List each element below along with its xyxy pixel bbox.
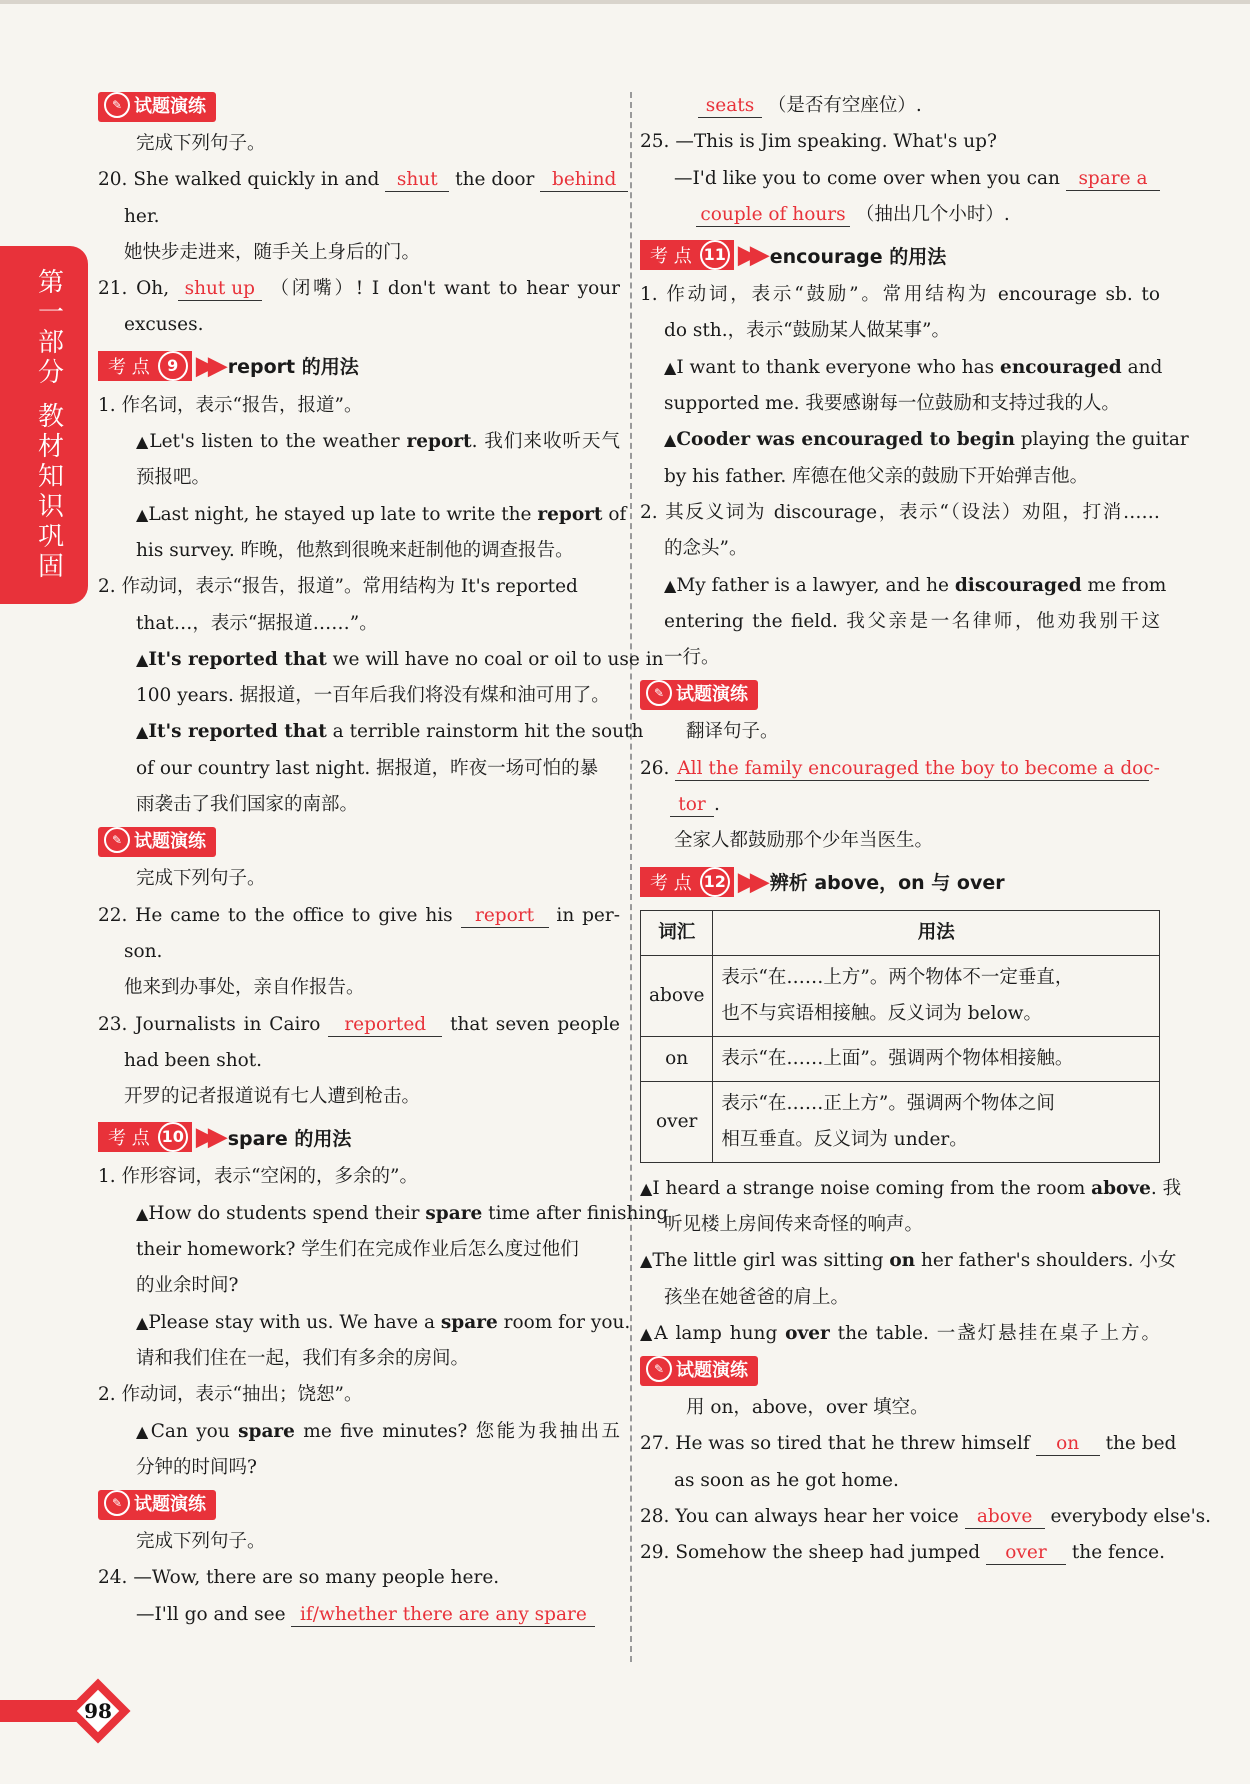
translation: 开罗的记者报道说有七人遭到枪击。 [124, 1086, 421, 1108]
instruction: 完成下列句子。 [136, 133, 266, 154]
practice-badge: ✎ 试题演练 [98, 1490, 216, 1520]
side-tab [0, 246, 88, 604]
question-29: 29. Somehow the sheep had jumped over the fence. [640, 1542, 1165, 1564]
answer-blank: report [461, 905, 549, 928]
double-arrow-icon: ▶▶ [737, 240, 762, 271]
top-border [0, 0, 1250, 4]
practice-badge: ✎ 试题演练 [640, 680, 758, 710]
usage-table [640, 910, 1160, 1163]
answer-blank: tor [670, 794, 714, 817]
example: ▲My father is a lawyer, and he discouraged me from [664, 574, 1167, 596]
page-number: 98 [84, 1699, 112, 1723]
question-27: 27. He was so tired that he threw himself on the bed [640, 1433, 1177, 1455]
pencil-icon: ✎ [104, 92, 130, 118]
page-number-marker [0, 1680, 150, 1740]
double-arrow-icon: ▶▶ [195, 350, 220, 381]
instruction: 翻译句子。 [686, 721, 779, 743]
practice-badge: ✎ 试题演练 [640, 1356, 758, 1386]
right-column: seats （是否有空座位）. 25. —This is Jim speaking. What's up? —I'd like you to come over when you can spare a couple of hours （抽出几个小时）. 考 点 11 ▶▶ encourage 的用法 1. 作动词，表示“鼓励”。常用结构为 encourage sb. to do sth.，表示“鼓励某人做某事”。 ▲I want to thank everyone who has encouraged and supported me. 我要感谢每一位鼓励和支持过我的人。 ▲Cooder was encouraged to begin playing the guitar by his father. 库德在他父亲的鼓励下开始弹吉他。 2. 其反义词为 discourage，表示“（设法）劝阻，打消…… 的念头”。 ▲My father is a lawyer, and he discouraged me from entering the field. 我父亲是一名律师，他劝我别干这 一行。 ✎ 试题演练 翻译句子。 26. All the family encouraged the boy to become a doc- tor . 全家人都鼓励那个少年当医生。 考 点 12 ▶▶ 辨析 above，on 与 over 词汇 用法 above 表示“在……上方”。两个物体不一定垂直， 也不与宾语相接触。反义词为 below。 on 表示“在……上面”。强调两个物体相接触。 over 表示“在……正上方”。强调两个物体之间 相互垂直。反义词为 under。 ▲I heard a strange noise coming from the room above. 我 听见楼上房间传来奇怪的响声。 ▲The little girl was sitting on her father's shoulders. 小女 孩坐在她爸爸的肩上。 ▲A lamp hung over the table. 一盏灯悬挂在桌子上方。 ✎ 试题演练 用 on，above，over 填空。 27. He was so tired that he threw himself on the bed as soon as he got home. 28. You can always hear her voice above everybody else's. 29. Somehow the sheep had jumped over the fence. [640, 88, 1160, 1572]
answer-blank: spare a [1066, 168, 1160, 191]
side-tab-part: 第一部分 [38, 268, 65, 388]
example: ▲How do students spend their spare time after finishing [136, 1202, 669, 1224]
question-22: 22. He came to the office to give his report in per- [98, 904, 620, 926]
question-20: 20. She walked quickly in and shut the door behind [98, 162, 620, 198]
example: ▲A lamp hung over the table. 一盏灯悬挂在桌子上方。 [640, 1322, 1161, 1344]
left-column: ✎ 试题演练 完成下列句子。 20. She walked quickly in and shut the door behind her. 她快步走进来，随手关上身后的门。 21. Oh, shut up （闭嘴）! I don't want to hear your excuses. 考 点 9 ▶▶ report 的用法 1. 作名词，表示“报告，报道”。 ▲Let's listen to the weather report. 我们来收听天气 预报吧。 ▲Last night, he stayed up late to write the report of his survey. 昨晚，他熬到很晚来赶制他的调查报告。 2. 作动词，表示“报告，报道”。常用结构为 It's reported that…，表示“据报道……”。 ▲It's reported that we will have no coal or oil to use in 100 years. 据报道，一百年后我们将没有煤和油可用了。 ▲It's reported that a terrible rainstorm hit the south of our country last night. 据报道，昨夜一场可怕的暴 雨袭击了我们国家的南部。 ✎ 试题演练 完成下列句子。 22. He came to the office to give his report in per- son. 他来到办事处，亲自作报告。 23. Journalists in Cairo reported that seven people had been shot. 开罗的记者报道说有七人遭到枪击。 考 点 10 ▶▶ spare 的用法 1. 作形容词，表示“空闲的，多余的”。 ▲How do students spend their spare time after finishing their homework? 学生们在完成作业后怎么度过他们 的业余时间? ▲Please stay with us. We have a spare room for you. 请和我们住在一起，我们有多余的房间。 2. 作动词，表示“抽出；饶恕”。 ▲Can you spare me five minutes? 您能为我抽出五 分钟的时间吗? ✎ 试题演练 完成下列句子。 24. —Wow, there are so many people here. —I'll go and see if/whether there are any spare [98, 88, 620, 1633]
translation: 她快步走进来，随手关上身后的门。 [124, 241, 421, 263]
column-divider [630, 92, 632, 1662]
question-24: 24. —Wow, there are so many people here. [98, 1567, 500, 1589]
answer-blank: couple of hours [696, 204, 850, 227]
pencil-icon: ✎ [104, 1490, 130, 1516]
instruction: 用 on，above，over 填空。 [686, 1397, 929, 1419]
answer-blank: behind [540, 169, 628, 192]
answer-blank: seats [698, 95, 762, 118]
instruction: 完成下列句子。 [136, 1531, 266, 1553]
table-header: 词汇 [641, 910, 713, 955]
table-row: above 表示“在……上方”。两个物体不一定垂直， 也不与宾语相接触。反义词为 below。 [641, 955, 1160, 1036]
example: ▲It's reported that a terrible rainstorm hit the south [136, 721, 644, 743]
table-row: over 表示“在……正上方”。强调两个物体之间 相互垂直。反义词为 under。 [641, 1081, 1160, 1162]
instruction: 完成下列句子。 [136, 868, 266, 890]
example: ▲It's reported that we will have no coal or oil to use in [136, 648, 664, 670]
translation: 全家人都鼓励那个少年当医生。 [674, 830, 934, 852]
key-point-11: 考 点 11 ▶▶ encourage 的用法 [640, 233, 1160, 277]
answer-blank: shut up [178, 278, 262, 301]
key-point-10: 考 点 10 ▶▶ spare 的用法 [98, 1115, 620, 1159]
question-21: 21. Oh, shut up （闭嘴）! I don't want to hear your [98, 278, 620, 300]
table-row: on 表示“在……上面”。强调两个物体相接触。 [641, 1036, 1160, 1081]
question-23: 23. Journalists in Cairo reported that seven people [98, 1013, 620, 1035]
example: ▲Last night, he stayed up late to write the report of [136, 503, 627, 525]
pencil-icon: ✎ [646, 1356, 672, 1382]
table-header: 用法 [713, 910, 1160, 955]
double-arrow-icon: ▶▶ [195, 1122, 220, 1153]
key-point-12: 考 点 12 ▶▶ 辨析 above，on 与 over [640, 860, 1160, 904]
example: ▲Please stay with us. We have a spare room for you. [136, 1311, 631, 1333]
question-28: 28. You can always hear her voice above everybody else's. [640, 1506, 1212, 1528]
question-25: 25. —This is Jim speaking. What's up? [640, 131, 997, 153]
question-26: 26. All the family encouraged the boy to become a doc- [640, 757, 1160, 779]
translation: 他来到办事处，亲自作报告。 [124, 977, 365, 999]
example: ▲Can you spare me five minutes? 您能为我抽出五 [136, 1420, 620, 1442]
practice-badge: ✎ 试题演练 [98, 92, 216, 122]
answer-blank: reported [328, 1014, 442, 1037]
pencil-icon: ✎ [104, 827, 130, 853]
example: ▲I want to thank everyone who has encouraged and [664, 356, 1163, 378]
answer-blank: All the family encouraged the boy to become a doc- [677, 757, 1160, 779]
answer-blank: shut [385, 169, 449, 192]
answer-blank: if/whether there are any spare [291, 1604, 595, 1627]
answer-blank: above [965, 1506, 1045, 1529]
key-point-9: 考 点 9 ▶▶ report 的用法 [98, 344, 620, 388]
answer-blank: over [986, 1542, 1066, 1565]
double-arrow-icon: ▶▶ [737, 866, 762, 897]
example: ▲Let's listen to the weather report. 我们来收听天气 [136, 431, 620, 453]
side-tab-title: 教材知识巩固 [38, 402, 65, 582]
example: ▲Cooder was encouraged to begin playing the guitar [664, 429, 1189, 451]
table-header-row [641, 910, 1160, 955]
answer-blank: on [1036, 1433, 1100, 1456]
pencil-icon: ✎ [646, 680, 672, 706]
example: ▲I heard a strange noise coming from the room above. 我 [640, 1177, 1182, 1199]
practice-badge: ✎ 试题演练 [98, 827, 216, 857]
example: ▲The little girl was sitting on her father's shoulders. 小女 [640, 1250, 1177, 1272]
